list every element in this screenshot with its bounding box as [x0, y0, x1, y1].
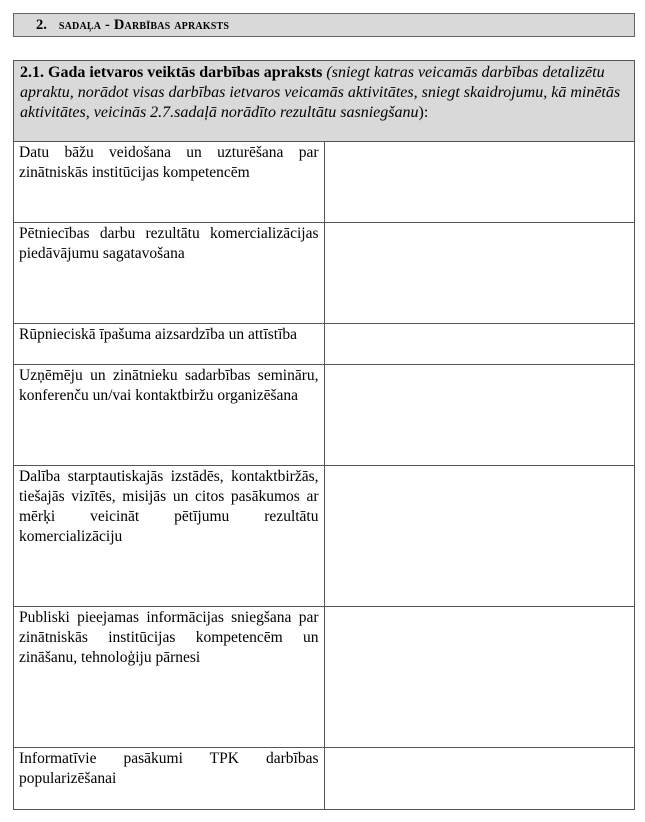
row-label: Rūpnieciskā īpašuma aizsardzība un attīstība	[14, 324, 325, 365]
table-row	[14, 223, 635, 324]
section-number: 2.	[36, 16, 47, 33]
intro-row	[14, 61, 635, 142]
row-label: Datu bāžu veidošana un uzturēšana par zinātniskās institūcijas kompetencēm	[14, 142, 325, 223]
row-value-field[interactable]	[324, 324, 635, 365]
row-value-field[interactable]	[324, 365, 635, 466]
row-label: Publiski pieejamas informācijas sniegšana par zinātniskās institūcijas kompetencēm un zināšanu, tehnoloģiju pārnesi	[14, 607, 325, 748]
row-label: Dalība starptautiskajās izstādēs, kontaktbiržās, tiešajās vizītēs, misijās un citos pasākumos ar mērķi veicināt pētījumu rezultātu komercializāciju	[14, 466, 325, 607]
row-value-field[interactable]	[324, 466, 635, 607]
row-value-field[interactable]	[324, 142, 635, 223]
intro-tail: ):	[418, 104, 429, 121]
table-row	[14, 466, 635, 607]
intro-instructions: (sniegt katras veicamās darbības detalizētu apraktu, norādot visas darbības ietvaros veicamās aktivitātes, sniegt skaidrojumu, kā minētās aktivitātes, veicinās 2.7.sadaļā norādīto rezultātu sasniegšanu	[20, 64, 621, 121]
table-row	[14, 142, 635, 223]
table-row	[14, 365, 635, 466]
row-label: Informatīvie pasākumi TPK darbības popularizēšanai	[14, 748, 325, 810]
section-header	[13, 13, 635, 37]
table-row	[14, 607, 635, 748]
intro-heading: 2.1. Gada ietvaros veiktās darbības apraksts	[20, 64, 323, 81]
section-title: sadaļa - Darbības apraksts	[58, 16, 230, 33]
row-value-field[interactable]	[324, 748, 635, 810]
table-row	[14, 324, 635, 365]
row-label: Uzņēmēju un zinātnieku sadarbības semināru, konferenču un/vai kontaktbiržu organizēšana	[14, 365, 325, 466]
table-row	[14, 748, 635, 810]
row-value-field[interactable]	[324, 223, 635, 324]
activity-description-table	[13, 60, 635, 810]
row-value-field[interactable]	[324, 607, 635, 748]
intro-cell	[14, 61, 635, 142]
row-label: Pētniecības darbu rezultātu komercializācijas piedāvājumu sagatavošana	[14, 223, 325, 324]
